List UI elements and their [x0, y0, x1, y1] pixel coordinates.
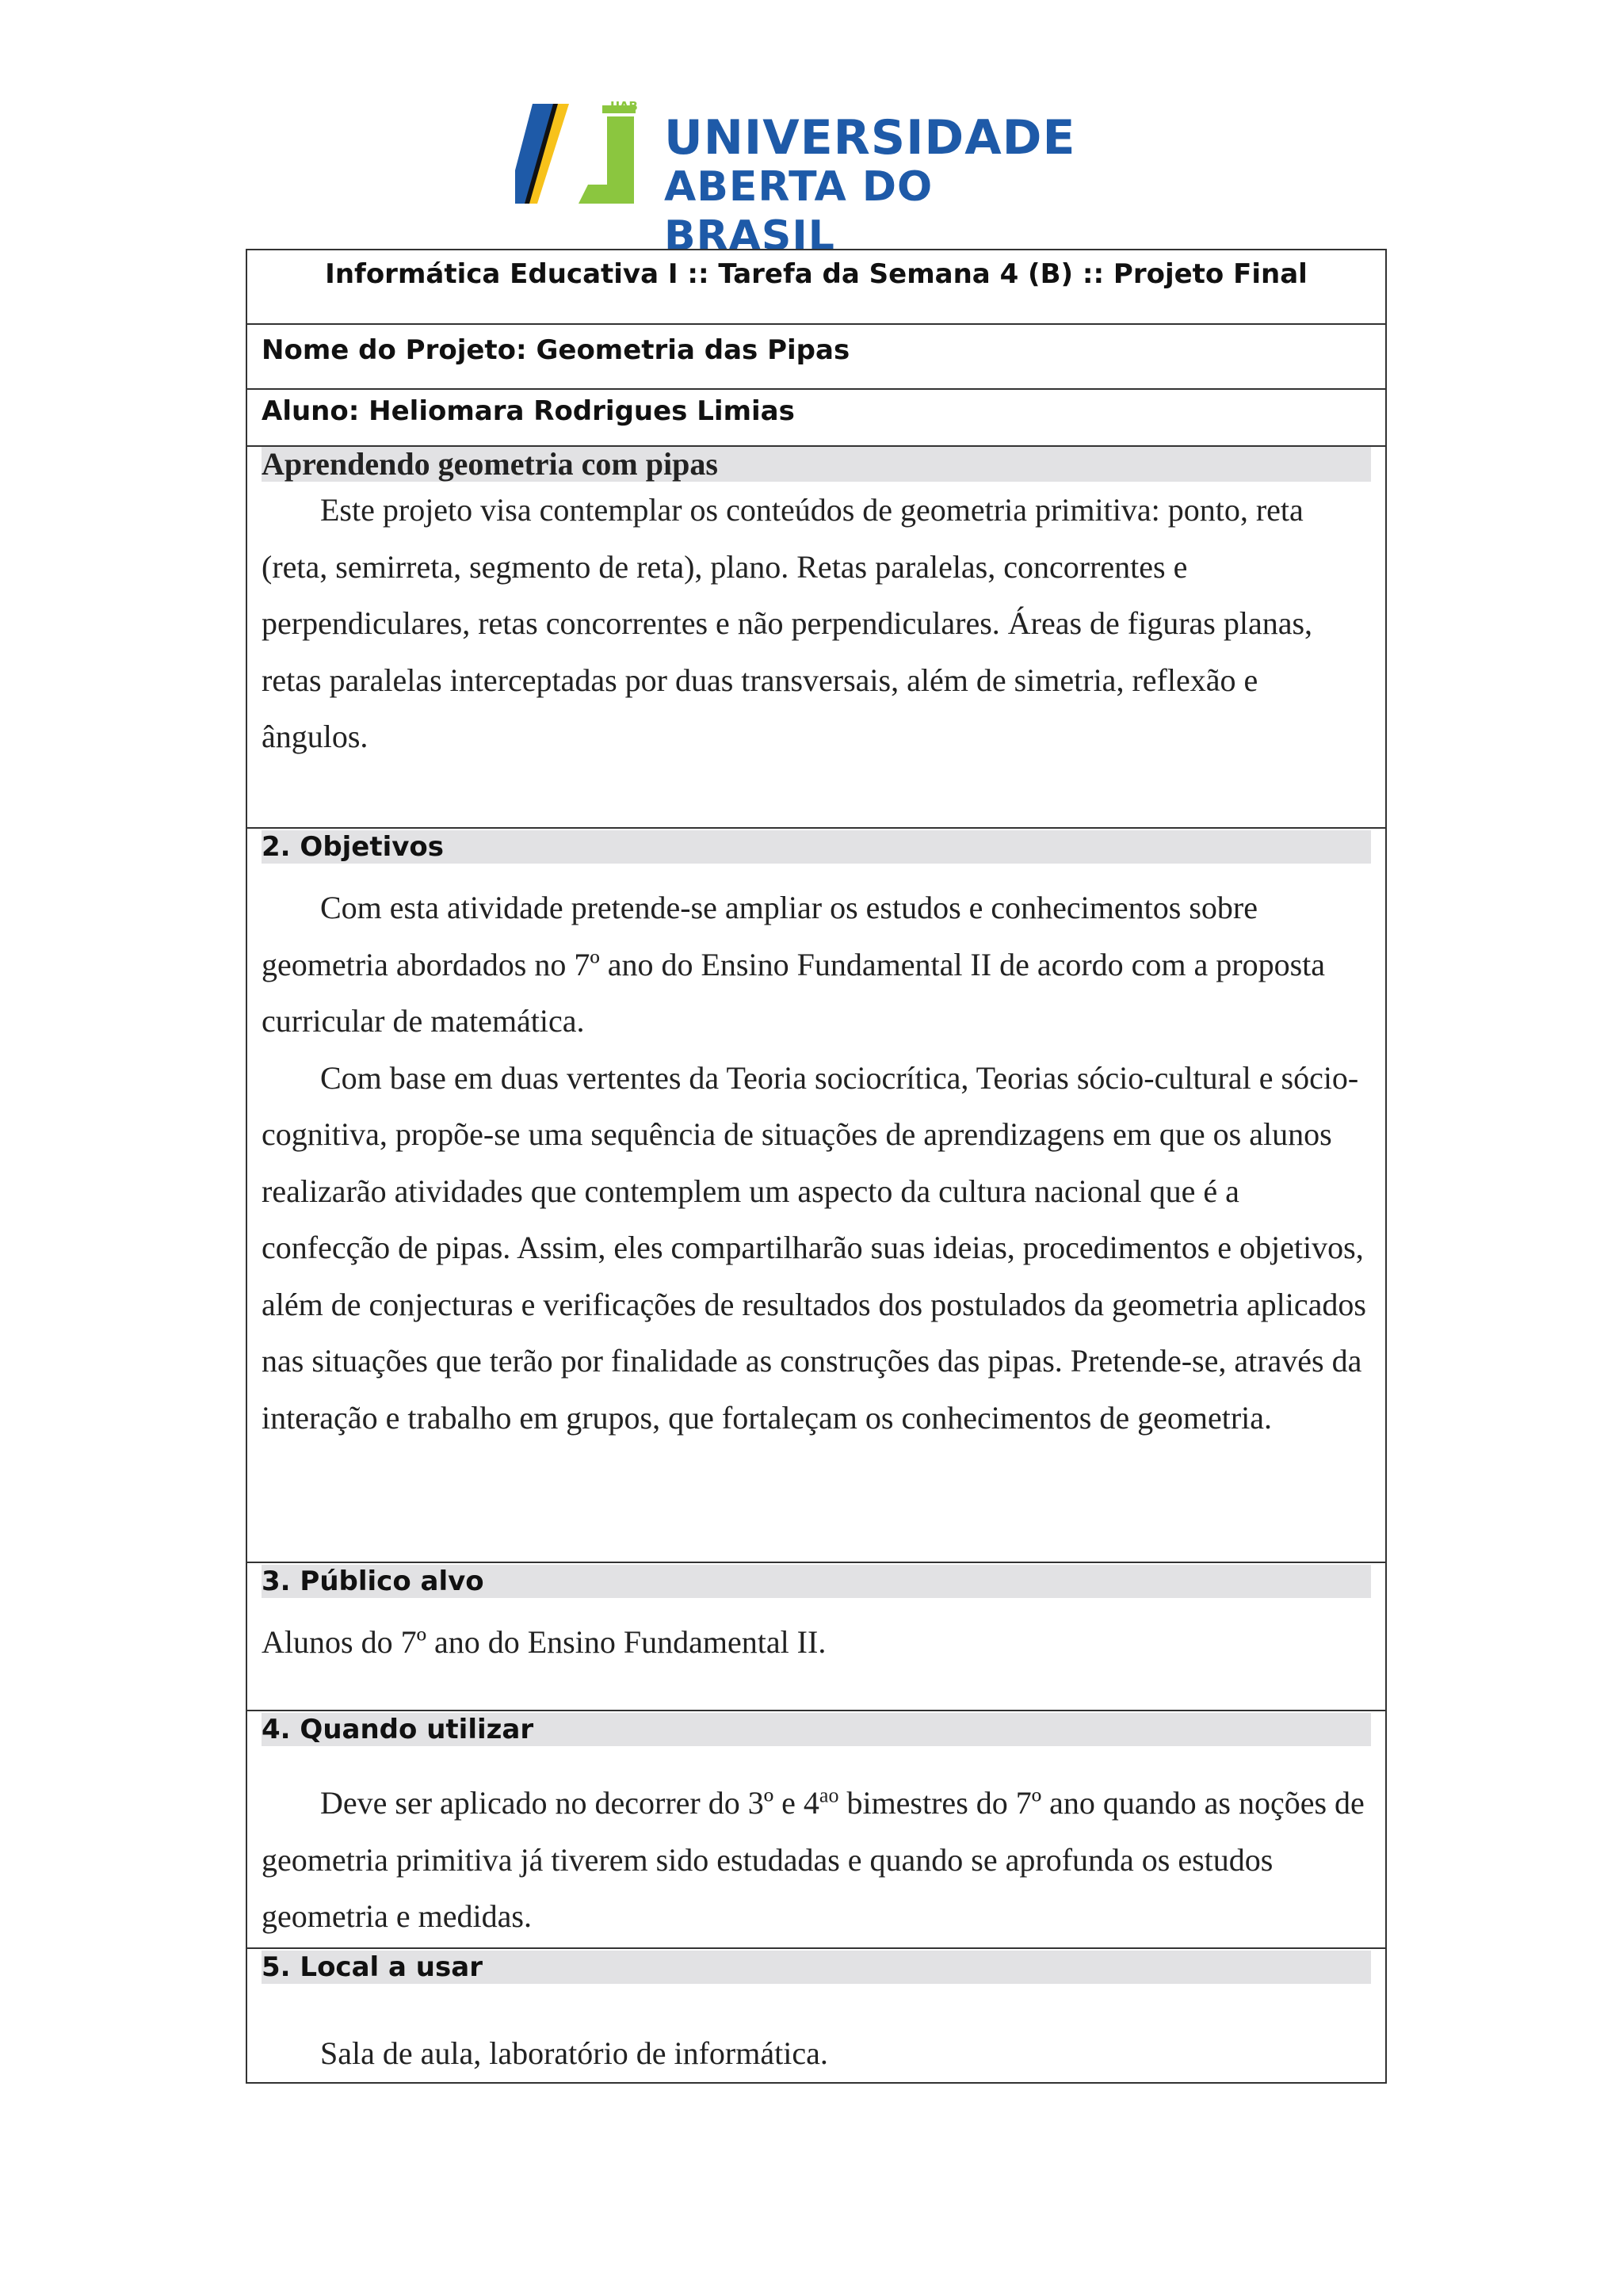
section-local-heading: 5. Local a usar [262, 1951, 1371, 1984]
uab-logo [515, 99, 1117, 260]
section-publico-row [246, 1562, 1386, 1711]
section-intro-paragraph: Este projeto visa contemplar os conteúdos de geometria primitiva: ponto, reta (reta, semirreta, segmento de reta), plano. Retas paralelas, concorrentes e perpendiculares, retas concorrentes e não perpendiculares. Áreas de figuras planas, retas paralelas interceptadas por duas transversais, além de simetria, reflexão e ângulos. [262, 492, 1313, 754]
section-quando-paragraph [262, 1775, 1371, 1945]
title-cell [246, 250, 1386, 324]
section-local-row [246, 1948, 1386, 2083]
section-quando-text-before: Deve ser aplicado no decorrer do 3º e 4 [320, 1785, 819, 1821]
section-publico-paragraph: Alunos do 7º ano do Ensino Fundamental II. [262, 1624, 827, 1660]
section-objetivos-heading: 2. Objetivos [262, 830, 1371, 864]
section-objetivos-paragraph-2: Com base em duas vertentes da Teoria sociocrítica, Teorias sócio-cultural e sócio-cognitiva, propõe-se uma sequência de situações de aprendizagens em que os alunos realizarão atividades que contemplem um aspecto da cultura nacional que é a confecção de pipas. Assim, eles compartilharão suas ideias, procedimentos e objetivos, além de conjecturas e verificações de resultados dos postulados da geometria aplicados nas situações que terão por finalidade as construções das pipas. Pretende-se, através da interação e trabalho em grupos, que fortaleçam os conhecimentos de geometria. [262, 1059, 1366, 1436]
section-objetivos-row [246, 828, 1386, 1562]
student-name: Aluno: Heliomara Rodrigues Limias [262, 395, 795, 427]
project-form-table [246, 249, 1387, 2084]
section-objetivos-paragraph-1: Com esta atividade pretende-se ampliar os estudos e conhecimentos sobre geometria abordados no 7º ano do Ensino Fundamental II de acordo com a proposta curricular de matemática. [262, 890, 1326, 1039]
title-row [246, 250, 1386, 324]
section-quando-superscript: ao [819, 1783, 839, 1807]
logo-line-universidade: UNIVERSIDADE [664, 110, 1076, 166]
project-name-cell [246, 324, 1386, 389]
section-quando-row [246, 1711, 1386, 1948]
logo-line-aberta: ABERTA DO BRASIL [664, 163, 934, 260]
section-quando-cell [246, 1711, 1386, 1948]
section-intro-row [246, 446, 1386, 828]
section-objetivos-cell [246, 828, 1386, 1562]
section-publico-cell [246, 1562, 1386, 1711]
logo-uab-label: UAB [610, 99, 638, 113]
section-publico-heading: 3. Público alvo [262, 1565, 1371, 1598]
document-title: Informática Educativa I :: Tarefa da Semana 4 (B) :: Projeto Final [325, 258, 1308, 290]
section-quando-heading: 4. Quando utilizar [262, 1713, 1371, 1746]
section-quando-text-after: bimestres do 7º ano quando as noções de geometria primitiva já tiverem sido estudadas e quando se aprofunda os estudos geometria e medidas. [262, 1785, 1365, 1934]
logo-wordmark [664, 110, 1117, 261]
section-intro-heading: Aprendendo geometria com pipas [262, 447, 1371, 482]
section-intro-cell [246, 446, 1386, 828]
project-name-row [246, 324, 1386, 389]
student-cell [246, 389, 1386, 446]
uab-logo-mark-icon [515, 99, 666, 210]
student-row [246, 389, 1386, 446]
project-name: Nome do Projeto: Geometria das Pipas [262, 334, 850, 366]
section-local-cell [246, 1948, 1386, 2083]
section-local-paragraph: Sala de aula, laboratório de informática. [320, 2035, 828, 2071]
